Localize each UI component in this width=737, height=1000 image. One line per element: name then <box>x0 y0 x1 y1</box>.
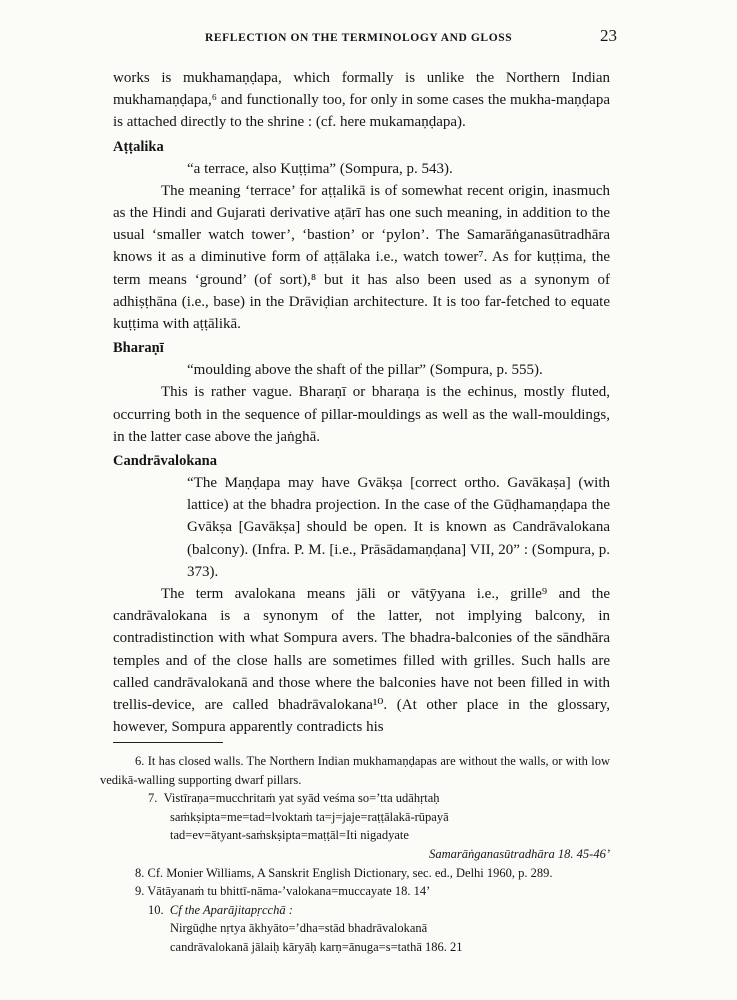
footnote-10 <box>100 901 610 957</box>
paragraph-candravalokana: The term avalokana means jāli or vātȳyana i.e., grille⁹ and the candrāvalokana is a synonym of the latter, not implying balcony, in contradistinction with what Sompura avers. The bhadra-balconies of the sāndhāra temples and of the close halls are sometimes filled with grilles. Such halls are called candrāvalokanā and those where the balconies have not been filled in with trellis-device, are called bhadrāvalokana¹⁰. (At other place in the glossary, however, Sompura apparently contradicts his <box>113 586 610 736</box>
quote-bharani: “moulding above the shaft of the pillar” (Sompura, p. 555). <box>187 362 543 379</box>
term-heading-attalika: Aṭṭalika <box>113 138 164 155</box>
footnote-10-line-2: candrāvalokanā jālaiḥ kāryāḥ karṇ=ānuga=s=tathā 186. 21 <box>170 939 463 954</box>
term-heading-candravalokana: Candrāvalokana <box>113 453 217 470</box>
footnote-divider <box>113 742 223 743</box>
footnotes <box>100 752 610 957</box>
footnote-7-line-3: tad=ev=ātyant-saṁskṣipta=maṭṭāl=Iti nigadyate <box>170 828 409 843</box>
running-header: REFLECTION ON THE TERMINOLOGY AND GLOSS <box>205 32 513 44</box>
footnote-6: 6. It has closed walls. The Northern Indian mukhamaṇḍapas are without the walls, or with low vedikā-walling supporting dwarf pillars. <box>100 754 610 787</box>
footnote-10-heading: Cf the Aparājitapṛcchā : <box>169 902 293 917</box>
quote-candravalokana: “The Maṇḍapa may have Gvākṣa [correct ortho. Gavākaṣa] (with lattice) at the bhadra projection. In the case of the Gūḍhamaṇḍapa the Gvākṣa [Gavākṣa] should be open. It is known as Candrāvalokana (balcony). (Infra. P. M. [i.e., Prāsādamaṇḍana] VII, 20” : (Sompura, p. 373). <box>187 475 610 580</box>
footnote-7-line-1: Vistīraṇa=mucchritaṁ yat syād veśma so=’tta udāhṛtaḥ <box>163 791 440 806</box>
footnote-7-source: Samarāṅganasūtradhāra 18. 45-46’ <box>429 846 610 861</box>
footnote-7-label: 7. <box>148 791 158 806</box>
paragraph-bharani: This is rather vague. Bharaṇī or bharaṇa is the echinus, mostly fluted, occurring both in the sequence of pillar-mouldings as well as the wall-mouldings, in the latter case above the jaṅghā. <box>113 384 610 445</box>
footnote-9: 9. Vātāyanaṁ tu bhittī-nāma-’valokana=muccayate 18. 14’ <box>135 884 431 899</box>
main-text <box>113 67 610 738</box>
paragraph-attalika: The meaning ‘terrace’ for aṭṭalikā is of somewhat recent origin, inasmuch as the Hindi and Gujarati derivative aṭārī has one such meaning, in addition to the usual ‘smaller watch tower’, ‘bastion’ or ‘pylon’. The Samarāṅganasūtradhāra knows it as a diminutive form of aṭṭālaka i.e., watch tower⁷. As for kuṭṭima, the term means ‘ground’ (of sort),⁸ but it has also been used as a synonym of adhiṣṭhāna (i.e., base) in the Drāviḍian architecture. It is too far-fetched to equate kuṭṭima with aṭṭālikā. <box>113 182 610 333</box>
page-number: 23 <box>600 26 617 45</box>
footnote-7 <box>100 789 610 863</box>
quote-attalika: “a terrace, also Kuṭṭima” (Sompura, p. 543). <box>187 160 453 177</box>
footnote-10-label: 10. <box>148 902 164 917</box>
paragraph-mukhamandapa: works is mukhamaṇḍapa, which formally is unlike the Northern Indian mukhamaṇḍapa,⁶ and functionally too, for only in some cases the mukha-maṇḍapa is attached directly to the shrine : (cf. here mukamaṇḍapa). <box>113 70 610 131</box>
term-heading-bharani: Bharaṇī <box>113 340 164 357</box>
footnote-10-line-1: Nirgūḍhe nṛtya ākhyāto=’dha=stād bhadrāvalokanā <box>170 921 428 936</box>
footnote-7-line-2: saṁkṣipta=me=tad=lvoktaṁ ta=j=jaje=raṭṭālakā-rūpayā <box>170 809 449 824</box>
footnote-8: 8. Cf. Monier Williams, A Sanskrit English Dictionary, sec. ed., Delhi 1960, p. 289. <box>135 865 553 880</box>
